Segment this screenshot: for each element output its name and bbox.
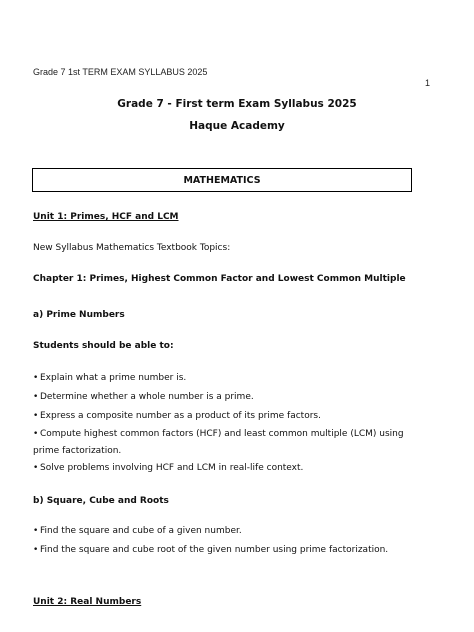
- chapter-1-heading: Chapter 1: Primes, Highest Common Factor and Lowest Common Multiple: [33, 274, 406, 284]
- list-item: • Express a composite number as a product of its prime factors.: [33, 411, 321, 421]
- unit-2-heading: Unit 2: Real Numbers: [33, 597, 142, 607]
- learning-outcomes-intro: Students should be able to:: [33, 341, 174, 351]
- bullet-icon: •: [33, 463, 39, 473]
- document-title: Grade 7 - First term Exam Syllabus 2025: [117, 98, 357, 110]
- bullet-icon: •: [33, 411, 39, 421]
- unit-1-heading: Unit 1: Primes, HCF and LCM: [33, 212, 179, 222]
- bullet-icon: •: [33, 545, 39, 555]
- list-item: • Solve problems involving HCF and LCM in real-life context.: [33, 463, 304, 473]
- bullet-icon: •: [33, 526, 39, 536]
- running-header: Grade 7 1st TERM EXAM SYLLABUS 2025: [33, 67, 208, 77]
- section-a-heading: a) Prime Numbers: [33, 310, 125, 320]
- list-item: • Determine whether a whole number is a prime.: [33, 392, 254, 402]
- subject-heading: MATHEMATICS: [183, 174, 261, 186]
- textbook-topics-label: New Syllabus Mathematics Textbook Topics:: [33, 243, 231, 253]
- page-number: 1: [424, 78, 430, 88]
- list-item: • Compute highest common factors (HCF) and least common multiple (LCM) using prime factorization.: [33, 426, 413, 460]
- bullet-icon: •: [33, 429, 39, 439]
- list-item: • Find the square and cube of a given number.: [33, 526, 242, 536]
- list-item: • Find the square and cube root of the given number using prime factorization.: [33, 545, 389, 555]
- school-name: Haque Academy: [189, 120, 285, 132]
- list-item: • Explain what a prime number is.: [33, 373, 187, 383]
- bullet-icon: •: [33, 392, 39, 402]
- bullet-icon: •: [33, 373, 39, 383]
- section-b-heading: b) Square, Cube and Roots: [33, 496, 169, 506]
- subject-heading-box: [32, 168, 412, 192]
